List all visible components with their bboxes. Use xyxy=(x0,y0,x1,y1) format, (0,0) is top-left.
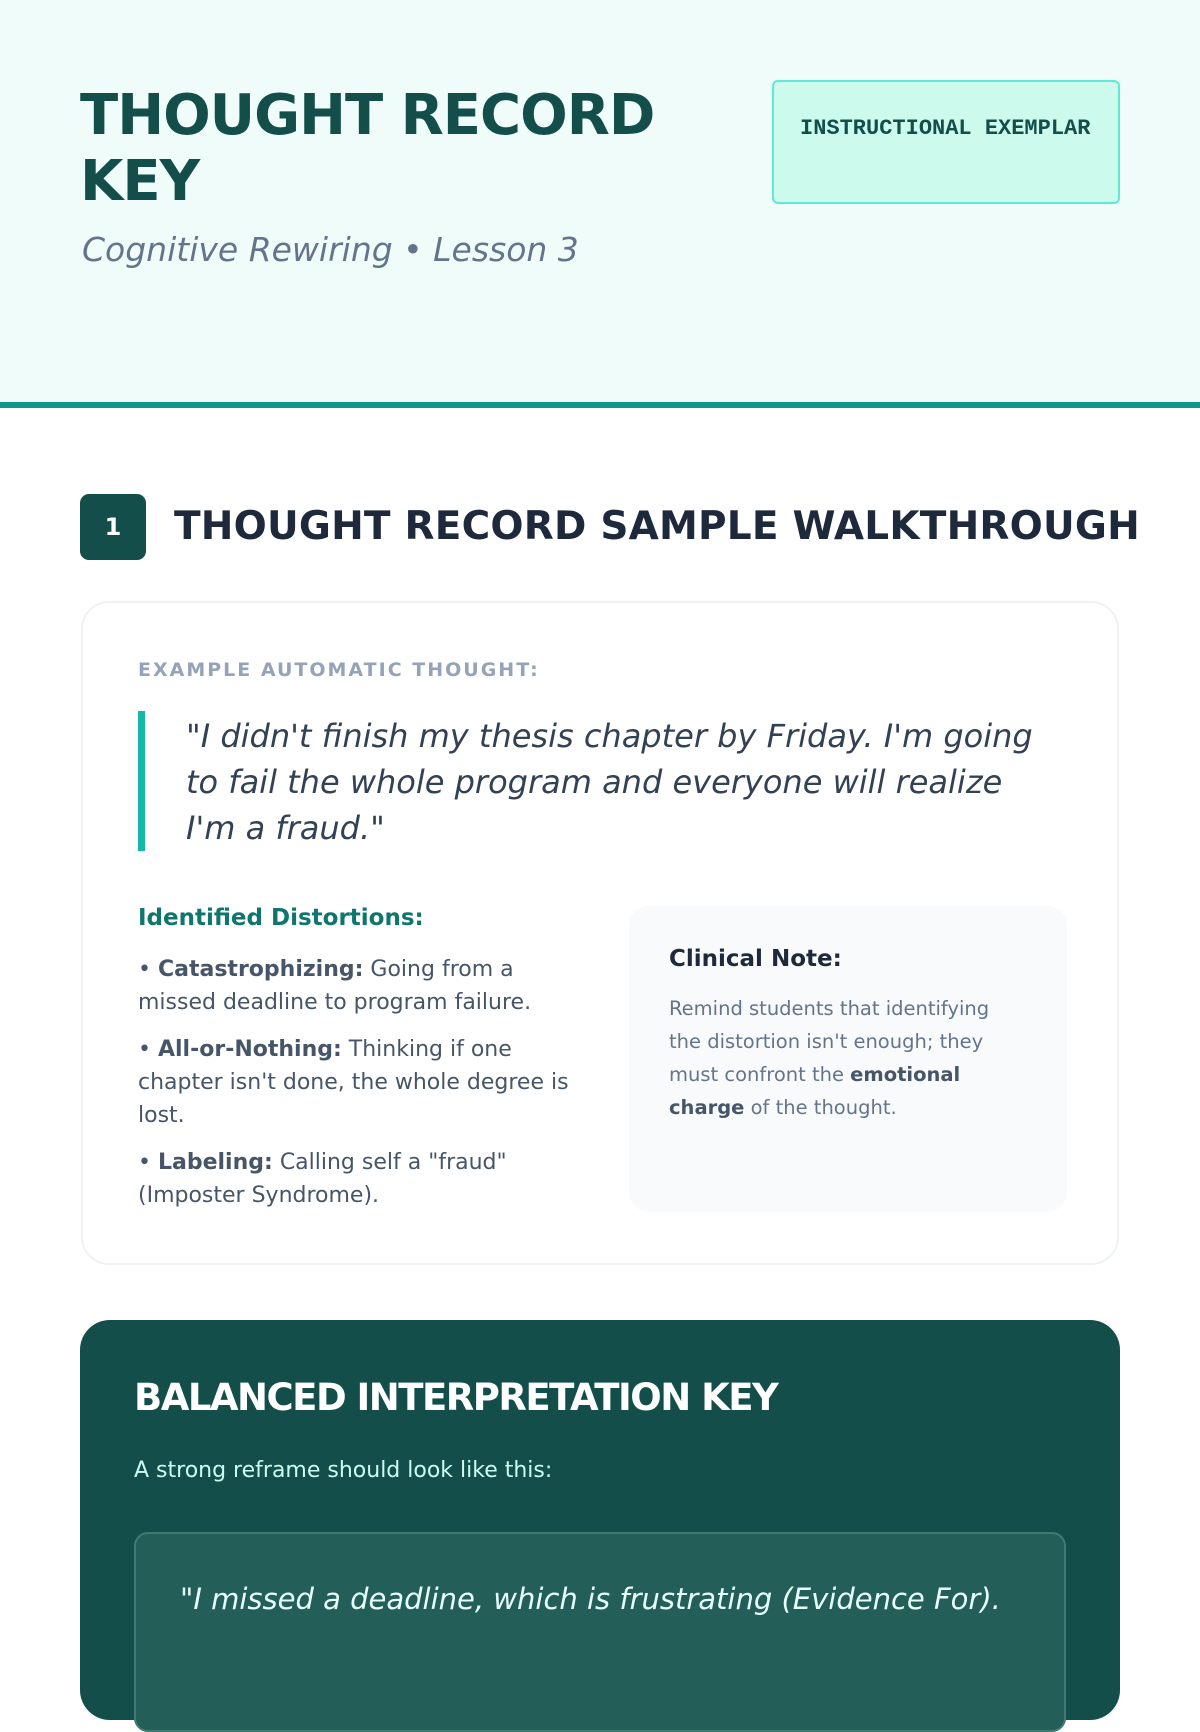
automatic-thought-quote: "I didn't finish my thesis chapter by Friday. I'm going to fail the whole program and everyone will realize I'm a fraud." xyxy=(138,711,1043,851)
page-subtitle: Cognitive Rewiring • Lesson 3 xyxy=(82,230,579,269)
distortion-text: Thinking if one chapter isn't done, the whole degree is lost. xyxy=(138,1037,569,1128)
distortion-text: Calling self a "fraud" (Imposter Syndrome). xyxy=(138,1150,507,1208)
section-header xyxy=(80,494,1140,560)
distortion-term: Catastrophizing: xyxy=(157,957,364,982)
section-number-badge: 1 xyxy=(80,494,146,560)
clinical-note-body xyxy=(669,992,1027,1124)
distortions-list xyxy=(138,953,588,1226)
thought-label: EXAMPLE AUTOMATIC THOUGHT: xyxy=(138,659,540,681)
exemplar-badge: INSTRUCTIONAL EXEMPLAR xyxy=(772,80,1120,204)
page-title: THOUGHT RECORD KEY xyxy=(80,83,655,214)
section-title: THOUGHT RECORD SAMPLE WALKTHROUGH xyxy=(174,504,1140,549)
clinical-note-title: Clinical Note: xyxy=(669,946,842,972)
distortion-term: All-or-Nothing: xyxy=(157,1037,342,1062)
balanced-interpretation-card xyxy=(80,1320,1120,1720)
distortions-heading: Identified Distortions: xyxy=(138,905,424,931)
walkthrough-card xyxy=(81,601,1119,1265)
key-title: BALANCED INTERPRETATION KEY xyxy=(134,1376,778,1419)
key-subtitle: A strong reframe should look like this: xyxy=(134,1458,553,1483)
note-text-before: Remind students that identifying the distortion isn't enough; they must confront the xyxy=(669,997,990,1086)
clinical-note xyxy=(629,906,1067,1212)
header xyxy=(0,0,1200,408)
distortion-text: Going from a missed deadline to program failure. xyxy=(138,957,532,1015)
distortion-term: Labeling: xyxy=(157,1150,273,1175)
note-emphasis: emotional charge xyxy=(669,1063,961,1119)
distortion-item: • Labeling: Calling self a "fraud" (Imposter Syndrome). xyxy=(138,1150,507,1208)
reframe-example: "I missed a deadline, which is frustrating (Evidence For). xyxy=(134,1532,1066,1732)
distortion-item: • Catastrophizing: Going from a missed deadline to program failure. xyxy=(138,957,532,1015)
note-text-after: of the thought. xyxy=(750,1096,897,1119)
distortion-item: • All-or-Nothing: Thinking if one chapter isn't done, the whole degree is lost. xyxy=(138,1037,569,1128)
